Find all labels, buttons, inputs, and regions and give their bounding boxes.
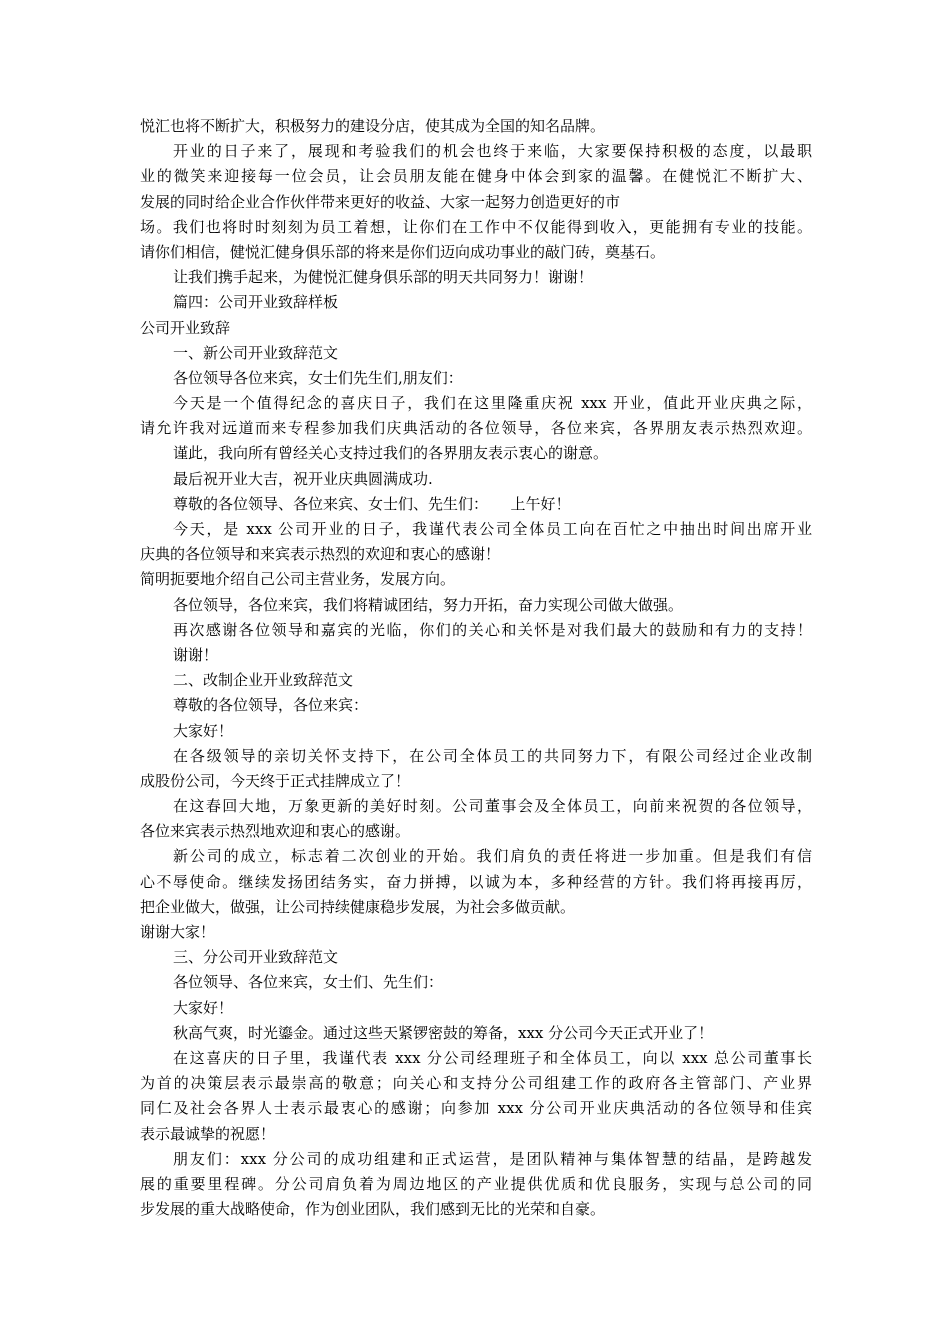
text-line: 二、改制企业开业致辞范文 (173, 671, 354, 690)
text-line: 展的重要里程碑。分公司肩负着为周边地区的产业提供优质和优良服务，实现与总公司的同 (140, 1174, 812, 1193)
text-line: 发展的同时给企业合作伙伴带来更好的收益、大家一起努力创造更好的市 (140, 192, 621, 211)
text-line: 业的微笑来迎接每一位会员，让会员朋友能在健身中体会到家的温馨。在健悦汇不断扩大、 (140, 167, 812, 186)
text-line: 在这喜庆的日子里，我谨代表 xxx 分公司经理班子和全体员工，向以 xxx 总公司董事长 (173, 1048, 812, 1067)
text-line: 心不辱使命。继续发扬团结务实，奋力拼搏，以诚为本，多种经营的方针。我们将再接再厉， (140, 872, 812, 891)
text-line: 请你们相信，健悦汇健身俱乐部的将来是你们迈向成功事业的敲门砖，奠基石。 (140, 242, 666, 261)
text-line: 在各级领导的亲切关怀支持下，在公司全体员工的共同努力下，有限公司经过企业改制 (173, 746, 812, 765)
text-line: 最后祝开业大吉，祝开业庆典圆满成功. (173, 469, 433, 488)
text-line: 各位领导各位来宾，女士们先生们,朋友们： (173, 368, 463, 387)
text-line: 各位来宾表示热烈地欢迎和衷心的感谢。 (140, 822, 411, 841)
text-line: 步发展的重大战略使命，作为创业团队，我们感到无比的光荣和自豪。 (140, 1200, 606, 1219)
text-line: 尊敬的各位领导，各位来宾： (173, 696, 369, 715)
text-line: 开业的日子来了，展现和考验我们的机会也终于来临，大家要保持积极的态度，以最职 (173, 142, 812, 161)
text-line: 朋友们：xxx 分公司的成功组建和正式运营，是团队精神与集体智慧的结晶，是跨越发 (173, 1149, 812, 1168)
text-line: 公司开业致辞 (140, 318, 231, 337)
text-line: 在这春回大地，万象更新的美好时刻。公司董事会及全体员工，向前来祝贺的各位领导， (173, 797, 812, 816)
text-line: 场。我们也将时时刻刻为员工着想，让你们在工作中不仅能得到收入，更能拥有专业的技能。 (140, 217, 812, 236)
text-line: 悦汇也将不断扩大，积极努力的建设分店，使其成为全国的知名品牌。 (140, 117, 606, 135)
text-line: 篇四：公司开业致辞样板 (173, 293, 339, 312)
text-line: 让我们携手起来，为健悦汇健身俱乐部的明天共同努力！谢谢！ (173, 268, 594, 287)
text-line: 成股份公司，今天终于正式挂牌成立了！ (140, 771, 411, 790)
text-line: 再次感谢各位领导和嘉宾的光临，你们的关心和关怀是对我们最大的鼓励和有力的支持！ (173, 620, 812, 639)
text-line: 同仁及社会各界人士表示最衷心的感谢；向参加 xxx 分公司开业庆典活动的各位领导和佳宾 (140, 1099, 812, 1118)
text-line: 表示最诚挚的祝愿！ (140, 1124, 276, 1143)
text-line: 大家好！ (173, 721, 234, 740)
text-line: 大家好！ (173, 998, 234, 1017)
text-line: 各位领导、各位来宾，女士们、先生们： (173, 973, 444, 992)
text-line: 今天是一个值得纪念的喜庆日子，我们在这里隆重庆祝 xxx 开业，值此开业庆典之际， (173, 394, 812, 413)
text-line: 把企业做大，做强，让公司持续健康稳步发展，为社会多做贡献。 (140, 897, 576, 916)
text-line: 各位领导，各位来宾，我们将精诚团结，努力开拓，奋力实现公司做大做强。 (173, 595, 684, 614)
text-line: 三、分公司开业致辞范文 (173, 948, 339, 967)
text-line: 为首的决策层表示最崇高的敬意；向关心和支持分公司组建工作的政府各主管部门、产业界 (140, 1074, 812, 1093)
text-line: 今天，是 xxx 公司开业的日子，我谨代表公司全体员工向在百忙之中抽出时间出席开业 (173, 520, 812, 538)
text-line: 尊敬的各位领导、各位来宾、女士们、先生们： 上午好！ (173, 494, 571, 513)
text-line: 请允许我对远道而来专程参加我们庆典活动的各位领导，各位来宾，各界朋友表示热烈欢迎。 (140, 419, 812, 438)
text-line: 谨此，我向所有曾经关心支持过我们的各界朋友表示衷心的谢意。 (173, 444, 609, 463)
text-line: 新公司的成立，标志着二次创业的开始。我们肩负的责任将进一步加重。但是我们有信 (173, 847, 812, 866)
text-line: 简明扼要地介绍自己公司主营业务，发展方向。 (140, 570, 456, 589)
text-line: 一、新公司开业致辞范文 (173, 343, 339, 362)
text-line: 谢谢大家！ (140, 923, 216, 941)
text-line: 谢谢！ (173, 645, 219, 664)
text-line: 庆典的各位领导和来宾表示热烈的欢迎和衷心的感谢！ (140, 545, 501, 564)
text-line: 秋高气爽，时光鎏金。通过这些天紧锣密鼓的筹备，xxx 分公司今天正式开业了！ (173, 1023, 714, 1042)
document-body (140, 114, 812, 1222)
